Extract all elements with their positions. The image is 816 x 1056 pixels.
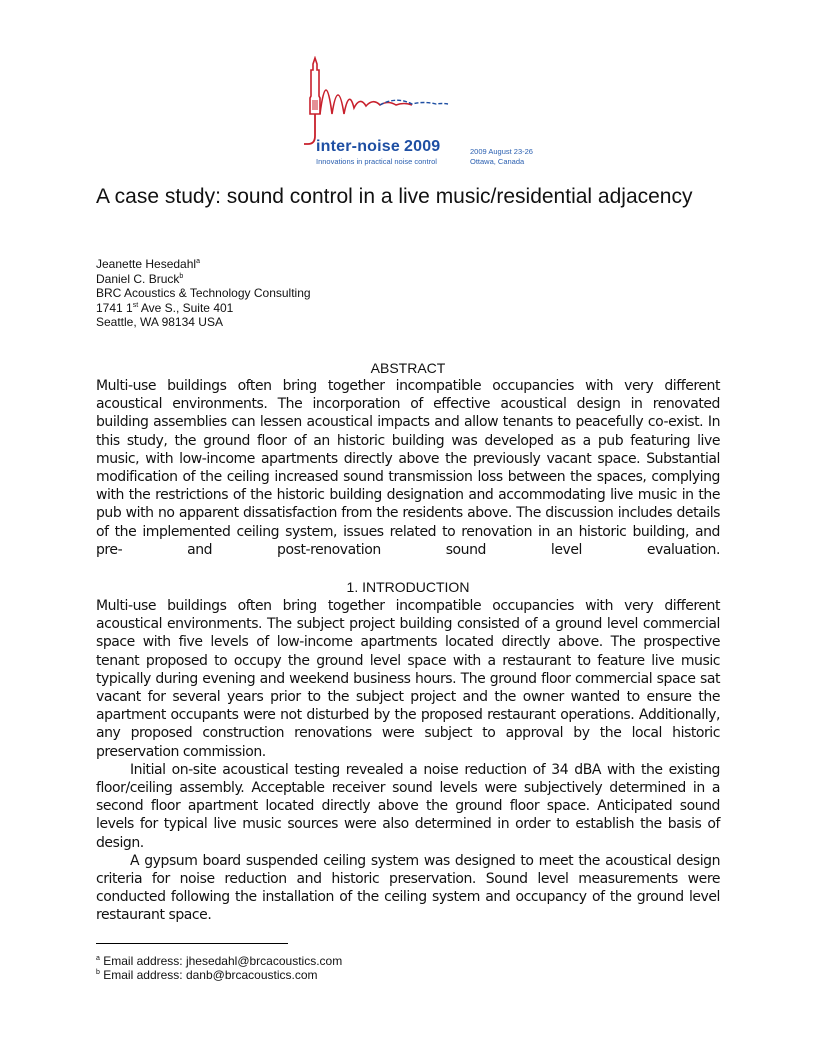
address-number: 1741 1: [96, 300, 133, 315]
conference-name: [316, 138, 440, 156]
author-2: [96, 272, 311, 287]
conference-tagline: Innovations in practical noise control: [316, 157, 437, 166]
footnote-b-mark: b: [96, 969, 100, 976]
intro-paragraph-3: A gypsum board suspended ceiling system was designed to meet the acoustical design criteria for noise reduction and historic preservation. Sound level measurements were conducted following the installation of the ceiling system and occupancy of the ground level restaurant space.: [96, 852, 720, 924]
footnotes: [96, 954, 342, 982]
affiliation: BRC Acoustics & Technology Consulting: [96, 286, 311, 301]
footnote-divider: [96, 943, 288, 944]
address-line-1: [96, 301, 311, 316]
abstract-text: Multi-use buildings often bring together incompatible occupancies with very different acoustical environments. The incorporation of effective acoustical design in renovated building assemblies can lessen acoustical impacts and allow tenants to peacefully co-exist. In this study, the ground floor of an historic building was developed as a pub featuring live music, with low-income apartments directly above the previously vacant space. Substantial modification of the ceiling increased sound transmission loss between the spaces, complying with the restrictions of the historic building designation and accommodating live music in the pub with no apparent dissatisfaction from the residents above. The discussion includes details of the implemented ceiling system, issues related to renovation in an historic building, and pre- and post-renovation sound level evaluation.: [96, 378, 720, 558]
intro-paragraph-2: Initial on-site acoustical testing revealed a noise reduction of 34 dBA with the existing floor/ceiling assembly. Acceptable receiver sound levels were subjectively determined in a second floor apartment located directly above the ground floor space. Anticipated sound levels for typical live music sources were also determined in order to establish the basis of design.: [96, 761, 720, 851]
intro-paragraph-1: Multi-use buildings often bring together incompatible occupancies with very different acoustical environments. The subject project building consisted of a ground level commercial space with five levels of low-income apartments located directly above. The prospective tenant proposed to occupy the ground level space with a restaurant to feature live music typically during evening and weekend business hours. The ground floor commercial space sat vacant for several years prior to the subject project and the owner wanted to ensure the apartment occupants were not disturbed by the proposed restaurant operations. Additionally, any proposed construction renovations were subject to approval by the local historic preservation commission.: [96, 598, 720, 760]
address-line-2: Seattle, WA 98134 USA: [96, 315, 223, 330]
author-2-mark: b: [179, 272, 184, 280]
conference-name-text: inter-noise: [316, 138, 400, 155]
conference-date: 2009 August 23-26: [470, 147, 533, 156]
footnote-a-mark: a: [96, 955, 100, 962]
address-street: Ave S., Suite 401: [138, 300, 234, 315]
address-ordinal: st: [132, 301, 139, 309]
author-1: [96, 257, 311, 272]
author-1-mark: a: [196, 258, 200, 265]
introduction-body: [96, 597, 720, 925]
footnote-b-text: Email address: danb@brcacoustics.com: [103, 968, 318, 982]
conference-date-location: [470, 147, 533, 167]
footnote-b: [96, 968, 342, 982]
footnote-a-text: Email address: jhesedahl@brcacoustics.com: [103, 954, 343, 968]
footnote-a: [96, 954, 342, 968]
conference-year: 2009: [404, 138, 441, 155]
author-block: [96, 257, 311, 330]
conference-logo: [300, 56, 560, 172]
abstract-heading: ABSTRACT: [370, 360, 446, 376]
conference-location: Ottawa, Canada: [470, 157, 525, 166]
paper-title: A case study: sound control in a live music/residential adjacency: [96, 185, 693, 208]
author-2-name: Daniel C. Bruck: [96, 271, 180, 286]
introduction-heading: 1. INTRODUCTION: [346, 579, 470, 595]
author-1-name: Jeanette Hesedahl: [96, 257, 197, 271]
